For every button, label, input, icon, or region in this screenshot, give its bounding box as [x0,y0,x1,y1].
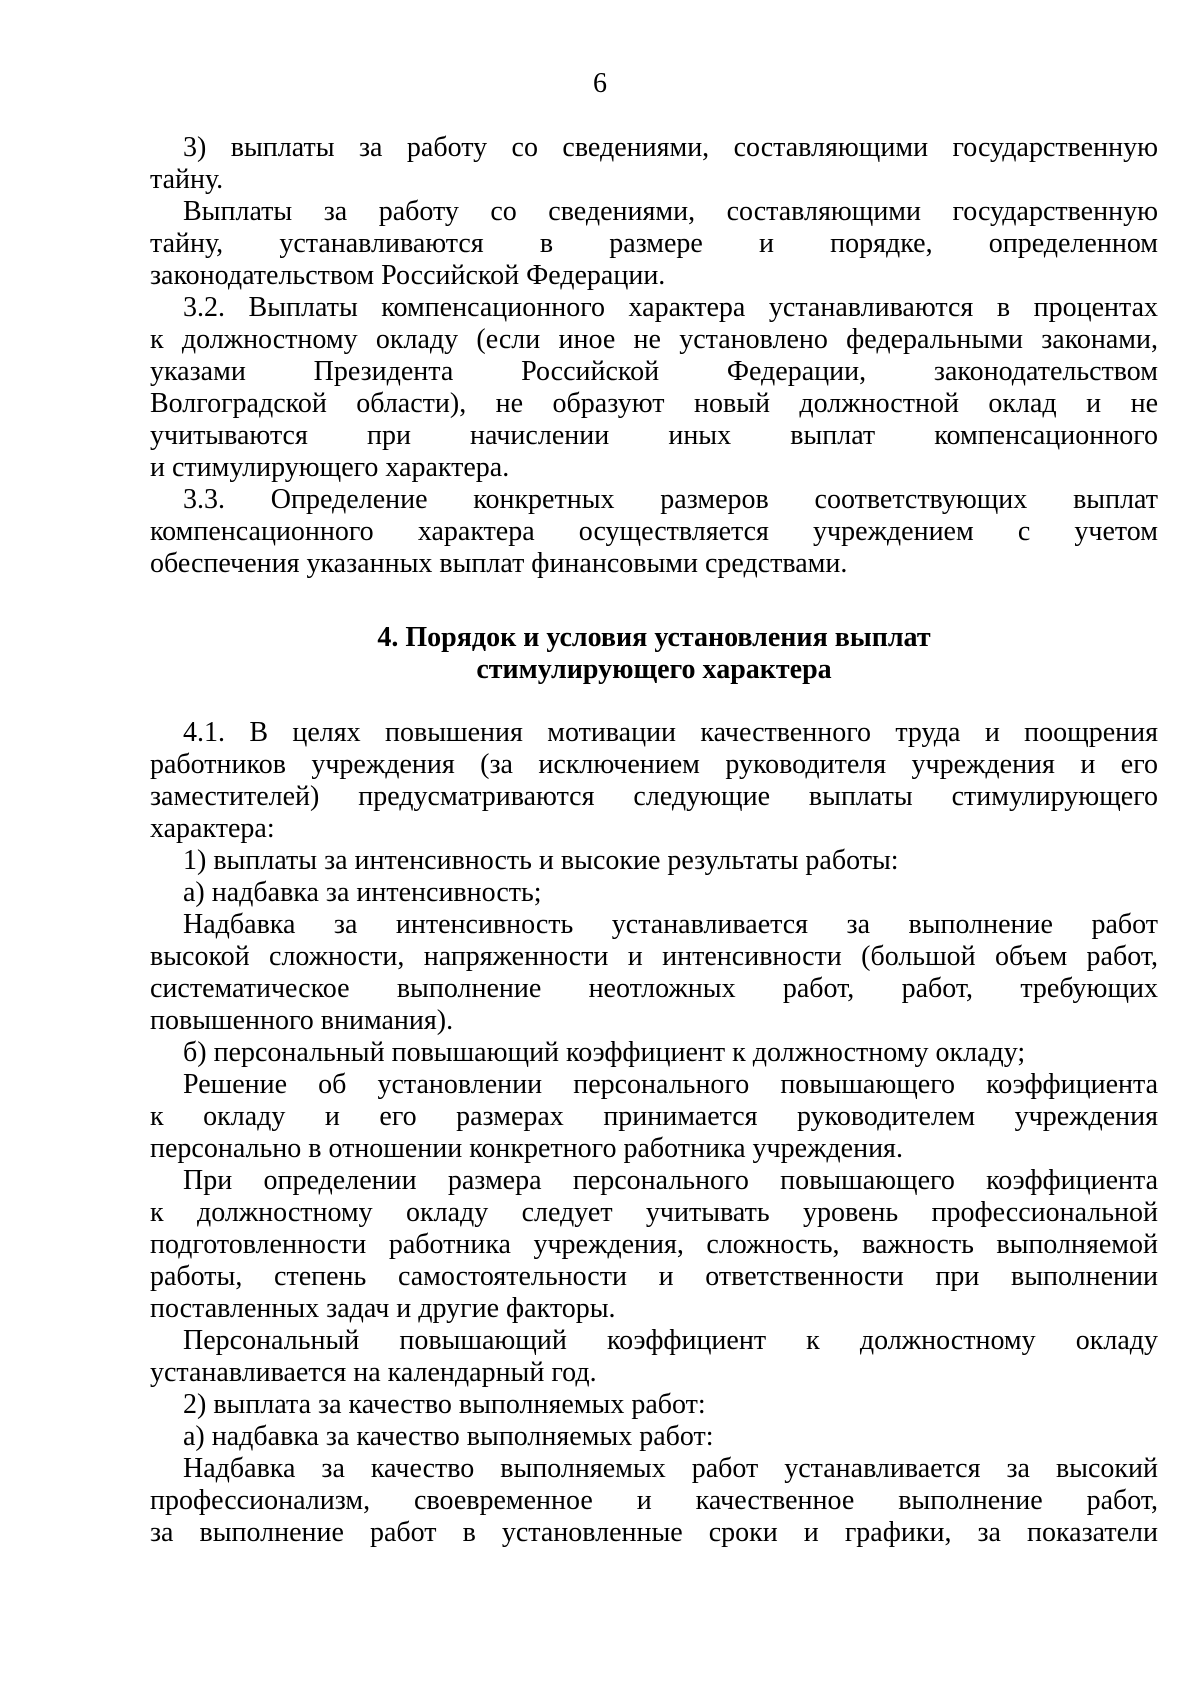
text-line: При определении размера персонального повышающего коэффициента [183,1165,1158,1196]
text-line: работников учреждения (за исключением руководителя учреждения и его [150,749,1158,780]
text-line: компенсационного характера осуществляется учреждением с учетом [150,516,1158,547]
paragraph [150,1165,1158,1325]
paragraph [150,909,1158,1037]
text-line: Выплаты за работу со сведениями, составляющими государственную [183,196,1158,227]
text-line: характера: [150,813,275,844]
text-line: поставленных задач и другие факторы. [150,1293,616,1324]
heading-line: 4. Порядок и условия установления выплат [377,622,931,653]
paragraph [150,1037,1158,1069]
text-line: тайну, устанавливаются в размере и порядке, определенном [150,228,1158,259]
text-line: и стимулирующего характера. [150,452,510,483]
paragraph [150,1389,1158,1421]
text-line: персонально в отношении конкретного работника учреждения. [150,1133,903,1164]
paragraph [150,717,1158,845]
text-line: а) надбавка за интенсивность; [183,877,542,908]
text-line: заместителей) предусматриваются следующие выплаты стимулирующего [150,781,1158,812]
text-line: повышенного внимания). [150,1005,454,1036]
text-line: 1) выплаты за интенсивность и высокие результаты работы: [183,845,899,876]
text-line: законодательством Российской Федерации. [150,260,666,291]
paragraph [150,1421,1158,1453]
text-line: подготовленности работника учреждения, сложность, важность выполняемой [150,1229,1158,1260]
text-line: к должностному окладу (если иное не установлено федеральными законами, [150,324,1158,355]
text-line: высокой сложности, напряженности и интенсивности (большой объем работ, [150,941,1158,972]
text-line: 4.1. В целях повышения мотивации качественного труда и поощрения [183,717,1158,748]
paragraph [150,1325,1158,1389]
page-number: 6 [593,68,607,99]
paragraph [150,196,1158,292]
paragraph [150,292,1158,484]
paragraph [150,845,1158,877]
text-line: Надбавка за интенсивность устанавливается за выполнение работ [183,909,1158,940]
paragraph [150,1453,1158,1549]
text-line: Волгоградской области), не образуют новый должностной оклад и не [150,388,1158,419]
text-line: 2) выплата за качество выполняемых работ: [183,1389,706,1420]
text-line: тайну. [150,164,224,195]
text-line: 3.2. Выплаты компенсационного характера устанавливаются в процентах [183,292,1158,323]
text-line: обеспечения указанных выплат финансовыми средствами. [150,548,848,579]
text-line: устанавливается на календарный год. [150,1357,597,1388]
text-line: 3) выплаты за работу со сведениями, составляющими государственную [183,132,1158,163]
text-line: профессионализм, своевременное и качественное выполнение работ, [150,1485,1158,1516]
text-line: к должностному окладу следует учитывать уровень профессиональной [150,1197,1158,1228]
text-line: Персональный повышающий коэффициент к должностному окладу [183,1325,1158,1356]
text-line: за выполнение работ в установленные сроки и графики, за показатели [150,1517,1158,1548]
text-line: 3.3. Определение конкретных размеров соответствующих выплат [183,484,1158,515]
paragraph [150,1069,1158,1165]
text-line: систематическое выполнение неотложных работ, работ, требующих [150,973,1158,1004]
text-line: учитываются при начислении иных выплат компенсационного [150,420,1158,451]
text-line: Решение об установлении персонального повышающего коэффициента [183,1069,1158,1100]
section-heading [150,622,1158,686]
text-line: б) персональный повышающий коэффициент к должностному окладу; [183,1037,1026,1068]
paragraph [150,132,1158,196]
text-line: указами Президента Российской Федерации, законодательством [150,356,1158,387]
heading-line: стимулирующего характера [476,654,832,685]
paragraph [150,877,1158,909]
text-line: Надбавка за качество выполняемых работ устанавливается за высокий [183,1453,1158,1484]
paragraph [150,484,1158,580]
text-line: а) надбавка за качество выполняемых работ: [183,1421,714,1452]
document-body [150,132,1158,1549]
text-line: к окладу и его размерах принимается руководителем учреждения [150,1101,1158,1132]
text-line: работы, степень самостоятельности и ответственности при выполнении [150,1261,1158,1292]
